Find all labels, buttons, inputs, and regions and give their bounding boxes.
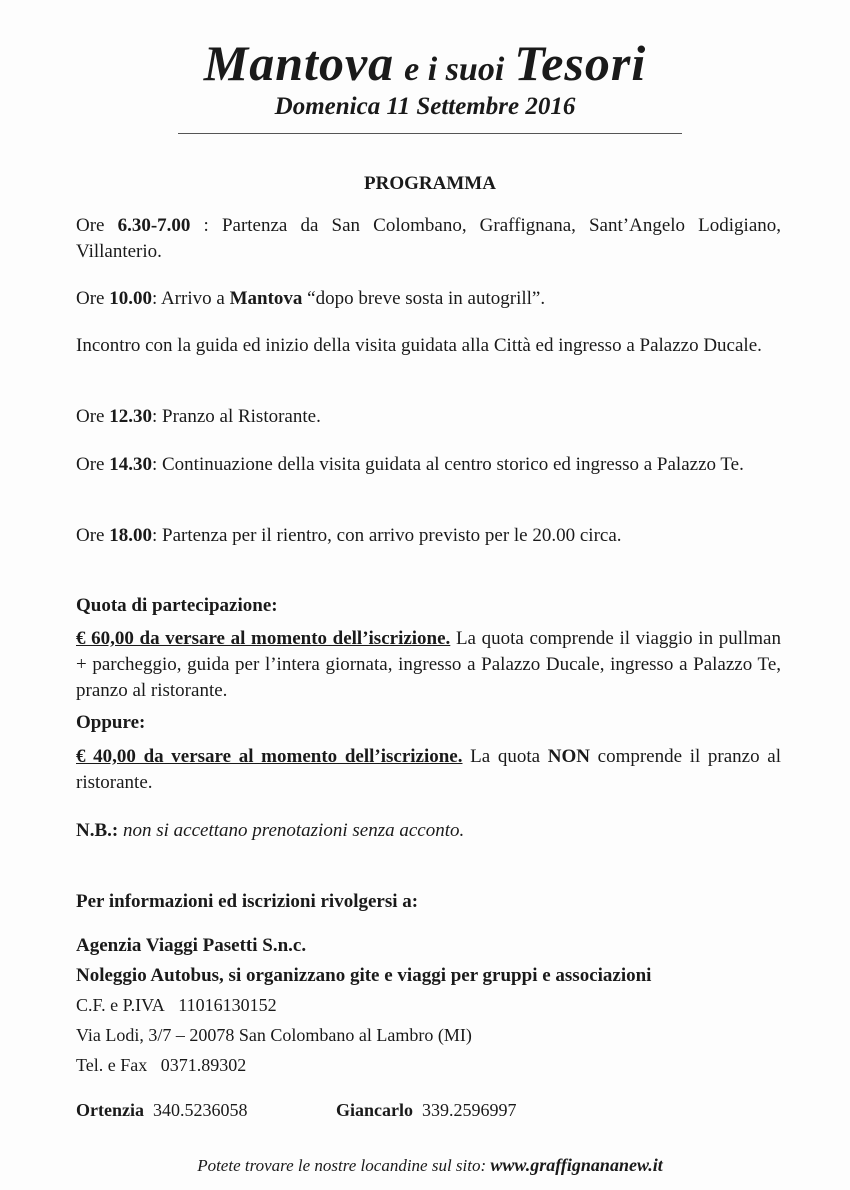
schedule-prefix: Ore	[76, 454, 110, 475]
schedule-time: 10.00	[109, 288, 152, 309]
schedule-item-return	[76, 523, 781, 549]
website-link[interactable]: www.graffignananew.it	[490, 1155, 663, 1175]
agency-services-text: Noleggio Autobus, si organizzano gite e viaggi per gruppi e associazioni	[76, 965, 652, 986]
programma-heading: PROGRAMMA	[364, 173, 496, 194]
contacts-heading	[76, 891, 418, 913]
price-option-2-description: La quota	[462, 746, 548, 767]
price-option-2-description-end: comprende il pranzo al ristorante.	[76, 746, 781, 793]
schedule-text: : Partenza per il rientro, con arrivo previsto per le 20.00 circa.	[151, 525, 622, 546]
footer-note	[0, 1155, 850, 1176]
quota-option-full	[76, 626, 781, 704]
schedule-item-guided-tour	[76, 333, 781, 359]
address-line	[76, 1025, 472, 1046]
schedule-item-arrival	[76, 286, 781, 312]
nb-text: non si accettano prenotazioni senza acconto.	[118, 820, 465, 841]
schedule-text: : Arrivo a	[151, 288, 230, 309]
quota-heading-text: Quota di partecipazione:	[76, 595, 278, 616]
schedule-item-departure	[76, 213, 781, 265]
price-option-2: € 40,00 da versare al momento dell’iscrizione.	[76, 746, 463, 767]
schedule-prefix: Ore	[76, 215, 118, 236]
nota-bene	[76, 818, 781, 844]
oppure-text: Oppure:	[76, 712, 146, 733]
schedule-prefix: Ore	[76, 525, 110, 546]
document-title	[0, 34, 850, 92]
schedule-time: 18.00	[109, 525, 152, 546]
schedule-text: Incontro con la guida ed inizio della visita guidata alla Città ed ingresso a Palazzo Ducale.	[76, 335, 762, 356]
contact-person-1-name: Ortenzia	[76, 1100, 144, 1120]
event-date: Domenica 11 Settembre 2016	[274, 93, 576, 120]
schedule-prefix: Ore	[76, 288, 110, 309]
title-word-mantova: Mantova	[203, 35, 395, 91]
contacts-heading-text: Per informazioni ed iscrizioni rivolgersi a:	[76, 891, 419, 912]
title-middle: e i suoi	[404, 51, 505, 88]
title-divider	[178, 133, 682, 134]
schedule-place: Mantova	[229, 288, 303, 309]
contact-person-1	[76, 1100, 247, 1121]
schedule-time: 6.30-7.00	[117, 215, 191, 236]
title-word-tesori: Tesori	[514, 35, 647, 91]
schedule-text-continued: “dopo breve sosta in autogrill”.	[302, 288, 546, 309]
address-text: Via Lodi, 3/7 – 20078 San Colombano al Lambro (MI)	[76, 1025, 472, 1045]
schedule-text: : Partenza da San Colombano, Graffignana, Sant’Angelo Lodigiano, Villanterio.	[76, 215, 781, 262]
tel-label: Tel. e Fax	[76, 1055, 148, 1075]
schedule-prefix: Ore	[76, 406, 110, 427]
schedule-item-lunch	[76, 404, 781, 430]
contact-person-1-phone: 340.5236058	[152, 1100, 248, 1120]
schedule-time: 14.30	[109, 454, 152, 475]
contact-person-2-phone: 339.2596997	[422, 1100, 517, 1120]
oppure-label	[76, 710, 781, 736]
nb-label: N.B.:	[76, 820, 119, 841]
price-option-1: € 60,00 da versare al momento dell’iscrizione.	[76, 628, 451, 649]
agency-name-text: Agenzia Viaggi Pasetti S.n.c.	[76, 935, 307, 956]
agency-name	[76, 935, 306, 957]
tel-line	[76, 1055, 246, 1076]
agency-services	[76, 965, 651, 987]
schedule-text: : Continuazione della visita guidata al centro storico ed ingresso a Palazzo Te.	[151, 454, 744, 475]
quota-option-reduced	[76, 744, 781, 796]
footer-text: Potete trovare le nostre locandine sul sito:	[197, 1156, 491, 1175]
vat-line	[76, 995, 277, 1016]
quota-heading	[76, 593, 781, 619]
schedule-item-continuation	[76, 452, 781, 478]
contact-person-2	[336, 1100, 517, 1121]
price-option-2-non: NON	[547, 746, 590, 767]
contact-person-2-name: Giancarlo	[336, 1100, 413, 1120]
schedule-time: 12.30	[109, 406, 152, 427]
vat-label: C.F. e P.IVA	[76, 995, 165, 1015]
vat-number: 11016130152	[178, 995, 277, 1015]
tel-number: 0371.89302	[160, 1055, 247, 1075]
price-option-1-description: La quota comprende il viaggio in pullman + parcheggio, guida per l’intera giornata, ingresso a Palazzo Ducale, ingresso a Palazzo Te, pranzo al ristorante.	[76, 628, 781, 701]
schedule-text: : Pranzo al Ristorante.	[151, 406, 321, 427]
